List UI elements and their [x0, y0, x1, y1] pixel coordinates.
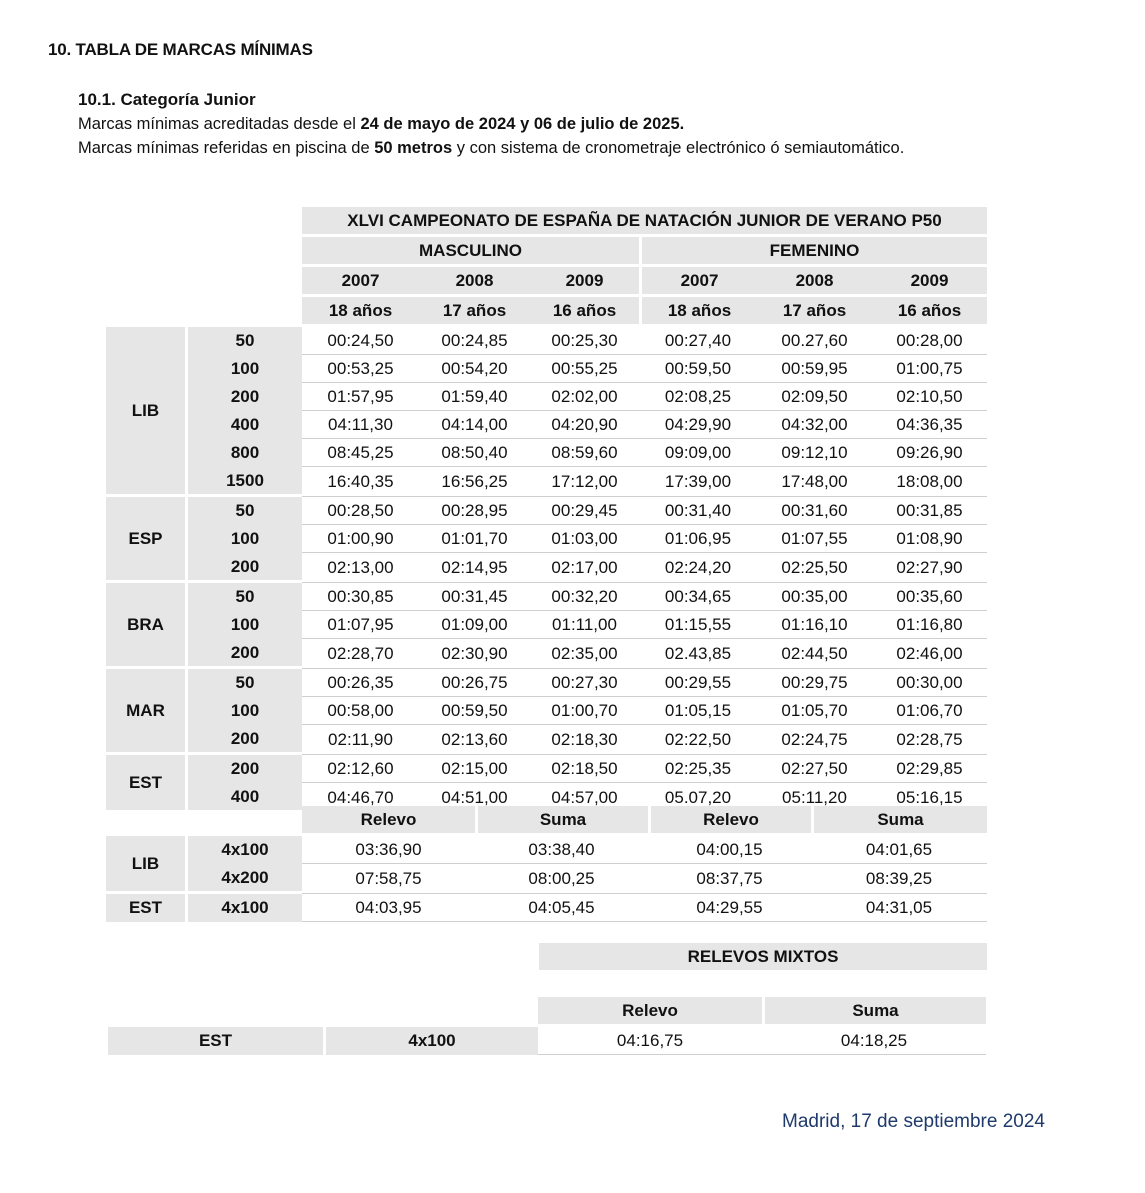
time-cell: 01:00,75: [872, 355, 987, 383]
time-cell: 00:24,50: [302, 327, 419, 355]
intro-line-2-tail: y con sistema de cronometraje electrónico ó semiautomático.: [452, 139, 905, 157]
minimum-times-body: [106, 207, 987, 813]
distance-label: 400: [185, 783, 302, 813]
table-row: [106, 697, 987, 725]
time-cell: 04:14,00: [419, 411, 530, 439]
time-cell: 00:55,25: [530, 355, 639, 383]
stroke-label: EST: [106, 755, 185, 813]
intro-line-1: [78, 115, 684, 134]
time-cell: 00:27,40: [639, 327, 757, 355]
relay-time: 04:00,15: [648, 836, 811, 864]
time-cell: 02:08,25: [639, 383, 757, 411]
time-cell: 02.43,85: [639, 639, 757, 669]
header-masculino: MASCULINO: [302, 237, 639, 267]
intro-line-2-pool: 50 metros: [374, 139, 453, 157]
age-header: 17 años: [757, 297, 872, 327]
table-row: [106, 583, 987, 611]
relay-time: 03:36,90: [302, 836, 475, 864]
distance-label: 200: [185, 725, 302, 755]
table-row: [106, 639, 987, 669]
stroke-label: ESP: [106, 497, 185, 583]
table-row: [106, 553, 987, 583]
relay-time: 08:39,25: [811, 864, 987, 894]
time-cell: 16:56,25: [419, 467, 530, 497]
year-header: 2007: [302, 267, 419, 297]
relay-distance: 4x100: [185, 894, 302, 922]
header-femenino: FEMENINO: [639, 237, 987, 267]
time-cell: 00:28,95: [419, 497, 530, 525]
age-header: 17 años: [419, 297, 530, 327]
time-cell: 08:45,25: [302, 439, 419, 467]
relay-row: [106, 836, 987, 864]
distance-label: 100: [185, 611, 302, 639]
time-cell: 01:00,70: [530, 697, 639, 725]
time-cell: 01:06,95: [639, 525, 757, 553]
time-cell: 02:25,50: [757, 553, 872, 583]
time-cell: 00:29,75: [757, 669, 872, 697]
year-header: 2008: [419, 267, 530, 297]
table-row: [106, 525, 987, 553]
mixed-relay-title: RELEVOS MIXTOS: [539, 943, 987, 970]
time-cell: 02:22,50: [639, 725, 757, 755]
time-cell: 00:59,50: [419, 697, 530, 725]
age-header: 16 años: [530, 297, 639, 327]
mixed-relevo-value: 04:16,75: [538, 1027, 762, 1055]
relay-time: 04:31,05: [811, 894, 987, 922]
table-row: [106, 467, 987, 497]
time-cell: 16:40,35: [302, 467, 419, 497]
table-row: [106, 611, 987, 639]
relay-time: 07:58,75: [302, 864, 475, 894]
championship-title: XLVI CAMPEONATO DE ESPAÑA DE NATACIÓN JUNIOR DE VERANO P50: [302, 207, 987, 237]
intro-line-1-dates: 24 de mayo de 2024 y 06 de julio de 2025.: [360, 115, 685, 133]
time-cell: 01:05,15: [639, 697, 757, 725]
relay-stroke: EST: [106, 894, 185, 922]
time-cell: 05:16,15: [872, 783, 987, 813]
time-cell: 00:30,85: [302, 583, 419, 611]
time-cell: 00:58,00: [302, 697, 419, 725]
table-row: [106, 327, 987, 355]
time-cell: 01:08,90: [872, 525, 987, 553]
distance-label: 50: [185, 669, 302, 697]
relay-time: 04:03,95: [302, 894, 475, 922]
relay-time: 04:01,65: [811, 836, 987, 864]
time-cell: 01:05,70: [757, 697, 872, 725]
distance-label: 800: [185, 439, 302, 467]
time-cell: 04:29,90: [639, 411, 757, 439]
time-cell: 02:27,90: [872, 553, 987, 583]
time-cell: 00:26,35: [302, 669, 419, 697]
time-cell: 00:29,45: [530, 497, 639, 525]
time-cell: 04:46,70: [302, 783, 419, 813]
relay-body: [106, 806, 987, 922]
stroke-label: LIB: [106, 327, 185, 497]
relay-time: 03:38,40: [475, 836, 648, 864]
time-cell: 00:27,30: [530, 669, 639, 697]
time-cell: 01:07,95: [302, 611, 419, 639]
relay-distance: 4x100: [185, 836, 302, 864]
intro-line-1-text: Marcas mínimas acreditadas desde el: [78, 115, 361, 133]
distance-label: 100: [185, 355, 302, 383]
time-cell: 02:30,90: [419, 639, 530, 669]
time-cell: 02:15,00: [419, 755, 530, 783]
distance-label: 200: [185, 383, 302, 411]
time-cell: 00:31,60: [757, 497, 872, 525]
time-cell: 01:07,55: [757, 525, 872, 553]
distance-label: 400: [185, 411, 302, 439]
time-cell: 00:53,25: [302, 355, 419, 383]
relay-distance: 4x200: [185, 864, 302, 894]
table-row: [106, 439, 987, 467]
table-row: [106, 497, 987, 525]
time-cell: 02:24,75: [757, 725, 872, 755]
table-row: [106, 383, 987, 411]
time-cell: 04:11,30: [302, 411, 419, 439]
time-cell: 02:02,00: [530, 383, 639, 411]
time-cell: 01:15,55: [639, 611, 757, 639]
time-cell: 02:28,70: [302, 639, 419, 669]
time-cell: 05:11,20: [757, 783, 872, 813]
time-cell: 02:27,50: [757, 755, 872, 783]
time-cell: 02:12,60: [302, 755, 419, 783]
time-cell: 01:16,10: [757, 611, 872, 639]
time-cell: 00:30,00: [872, 669, 987, 697]
mixed-header-relevo: Relevo: [538, 997, 762, 1027]
relay-header: Suma: [475, 806, 648, 836]
distance-label: 200: [185, 755, 302, 783]
time-cell: 17:48,00: [757, 467, 872, 497]
year-header: 2009: [530, 267, 639, 297]
time-cell: 01:03,00: [530, 525, 639, 553]
time-cell: 17:12,00: [530, 467, 639, 497]
time-cell: 00:32,20: [530, 583, 639, 611]
distance-label: 200: [185, 639, 302, 669]
relay-row: [106, 864, 987, 894]
time-cell: 00:31,45: [419, 583, 530, 611]
year-header: 2007: [639, 267, 757, 297]
relay-stroke: LIB: [106, 836, 185, 894]
time-cell: 02:17,00: [530, 553, 639, 583]
time-cell: 02:18,50: [530, 755, 639, 783]
intro-line-2: [78, 139, 904, 158]
minimum-times-table: [106, 207, 987, 813]
relay-table: [106, 806, 987, 922]
distance-label: 200: [185, 553, 302, 583]
relay-header: Suma: [811, 806, 987, 836]
age-header: 16 años: [872, 297, 987, 327]
time-cell: 02:35,00: [530, 639, 639, 669]
mixed-distance: 4x100: [323, 1027, 538, 1055]
time-cell: 00:24,85: [419, 327, 530, 355]
distance-label: 50: [185, 497, 302, 525]
time-cell: 00:35,00: [757, 583, 872, 611]
time-cell: 00:31,85: [872, 497, 987, 525]
time-cell: 08:59,60: [530, 439, 639, 467]
section-title: 10. TABLA DE MARCAS MÍNIMAS: [48, 40, 313, 59]
time-cell: 02:25,35: [639, 755, 757, 783]
time-cell: 01:06,70: [872, 697, 987, 725]
time-cell: 09:12,10: [757, 439, 872, 467]
time-cell: 04:51,00: [419, 783, 530, 813]
time-cell: 02:14,95: [419, 553, 530, 583]
time-cell: 04:36,35: [872, 411, 987, 439]
year-header: 2008: [757, 267, 872, 297]
time-cell: 02:24,20: [639, 553, 757, 583]
footer-place-date: Madrid, 17 de septiembre 2024: [782, 1111, 1045, 1132]
year-header: 2009: [872, 267, 987, 297]
table-row: [106, 755, 987, 783]
time-cell: 00:26,75: [419, 669, 530, 697]
intro-line-2-text: Marcas mínimas referidas en piscina de: [78, 139, 375, 157]
mixed-suma-value: 04:18,25: [762, 1027, 986, 1055]
time-cell: 00:54,20: [419, 355, 530, 383]
time-cell: 04:57,00: [530, 783, 639, 813]
mixed-stroke: EST: [108, 1027, 323, 1055]
table-row: [106, 411, 987, 439]
time-cell: 00:28,50: [302, 497, 419, 525]
time-cell: 01:00,90: [302, 525, 419, 553]
time-cell: 09:09,00: [639, 439, 757, 467]
mixed-relay-table: [108, 997, 986, 1055]
time-cell: 04:20,90: [530, 411, 639, 439]
time-cell: 18:08,00: [872, 467, 987, 497]
time-cell: 02:18,30: [530, 725, 639, 755]
relay-header: Relevo: [302, 806, 475, 836]
time-cell: 02:13,00: [302, 553, 419, 583]
time-cell: 00:25,30: [530, 327, 639, 355]
time-cell: 02:11,90: [302, 725, 419, 755]
subsection-title: 10.1. Categoría Junior: [78, 90, 256, 109]
time-cell: 08:50,40: [419, 439, 530, 467]
distance-label: 1500: [185, 467, 302, 497]
time-cell: 02:29,85: [872, 755, 987, 783]
age-header: 18 años: [302, 297, 419, 327]
mixed-header-suma: Suma: [762, 997, 986, 1027]
time-cell: 01:01,70: [419, 525, 530, 553]
time-cell: 00:28,00: [872, 327, 987, 355]
time-cell: 09:26,90: [872, 439, 987, 467]
time-cell: 00:31,40: [639, 497, 757, 525]
relay-header: Relevo: [648, 806, 811, 836]
time-cell: 05.07,20: [639, 783, 757, 813]
time-cell: 00:59,50: [639, 355, 757, 383]
relay-time: 04:29,55: [648, 894, 811, 922]
distance-label: 50: [185, 327, 302, 355]
time-cell: 01:16,80: [872, 611, 987, 639]
relay-row: [106, 894, 987, 922]
time-cell: 01:09,00: [419, 611, 530, 639]
relay-time: 04:05,45: [475, 894, 648, 922]
time-cell: 02:46,00: [872, 639, 987, 669]
time-cell: 02:10,50: [872, 383, 987, 411]
time-cell: 00.27,60: [757, 327, 872, 355]
distance-label: 100: [185, 525, 302, 553]
time-cell: 02:28,75: [872, 725, 987, 755]
stroke-label: MAR: [106, 669, 185, 755]
distance-label: 100: [185, 697, 302, 725]
time-cell: 00:59,95: [757, 355, 872, 383]
time-cell: 00:34,65: [639, 583, 757, 611]
time-cell: 04:32,00: [757, 411, 872, 439]
age-header: 18 años: [639, 297, 757, 327]
stroke-label: BRA: [106, 583, 185, 669]
relay-time: 08:00,25: [475, 864, 648, 894]
time-cell: 01:11,00: [530, 611, 639, 639]
table-row: [106, 669, 987, 697]
time-cell: 00:35,60: [872, 583, 987, 611]
time-cell: 01:59,40: [419, 383, 530, 411]
time-cell: 01:57,95: [302, 383, 419, 411]
time-cell: 02:09,50: [757, 383, 872, 411]
relay-time: 08:37,75: [648, 864, 811, 894]
time-cell: 00:29,55: [639, 669, 757, 697]
time-cell: 02:44,50: [757, 639, 872, 669]
time-cell: 17:39,00: [639, 467, 757, 497]
time-cell: 02:13,60: [419, 725, 530, 755]
table-row: [106, 725, 987, 755]
distance-label: 50: [185, 583, 302, 611]
table-row: [106, 355, 987, 383]
